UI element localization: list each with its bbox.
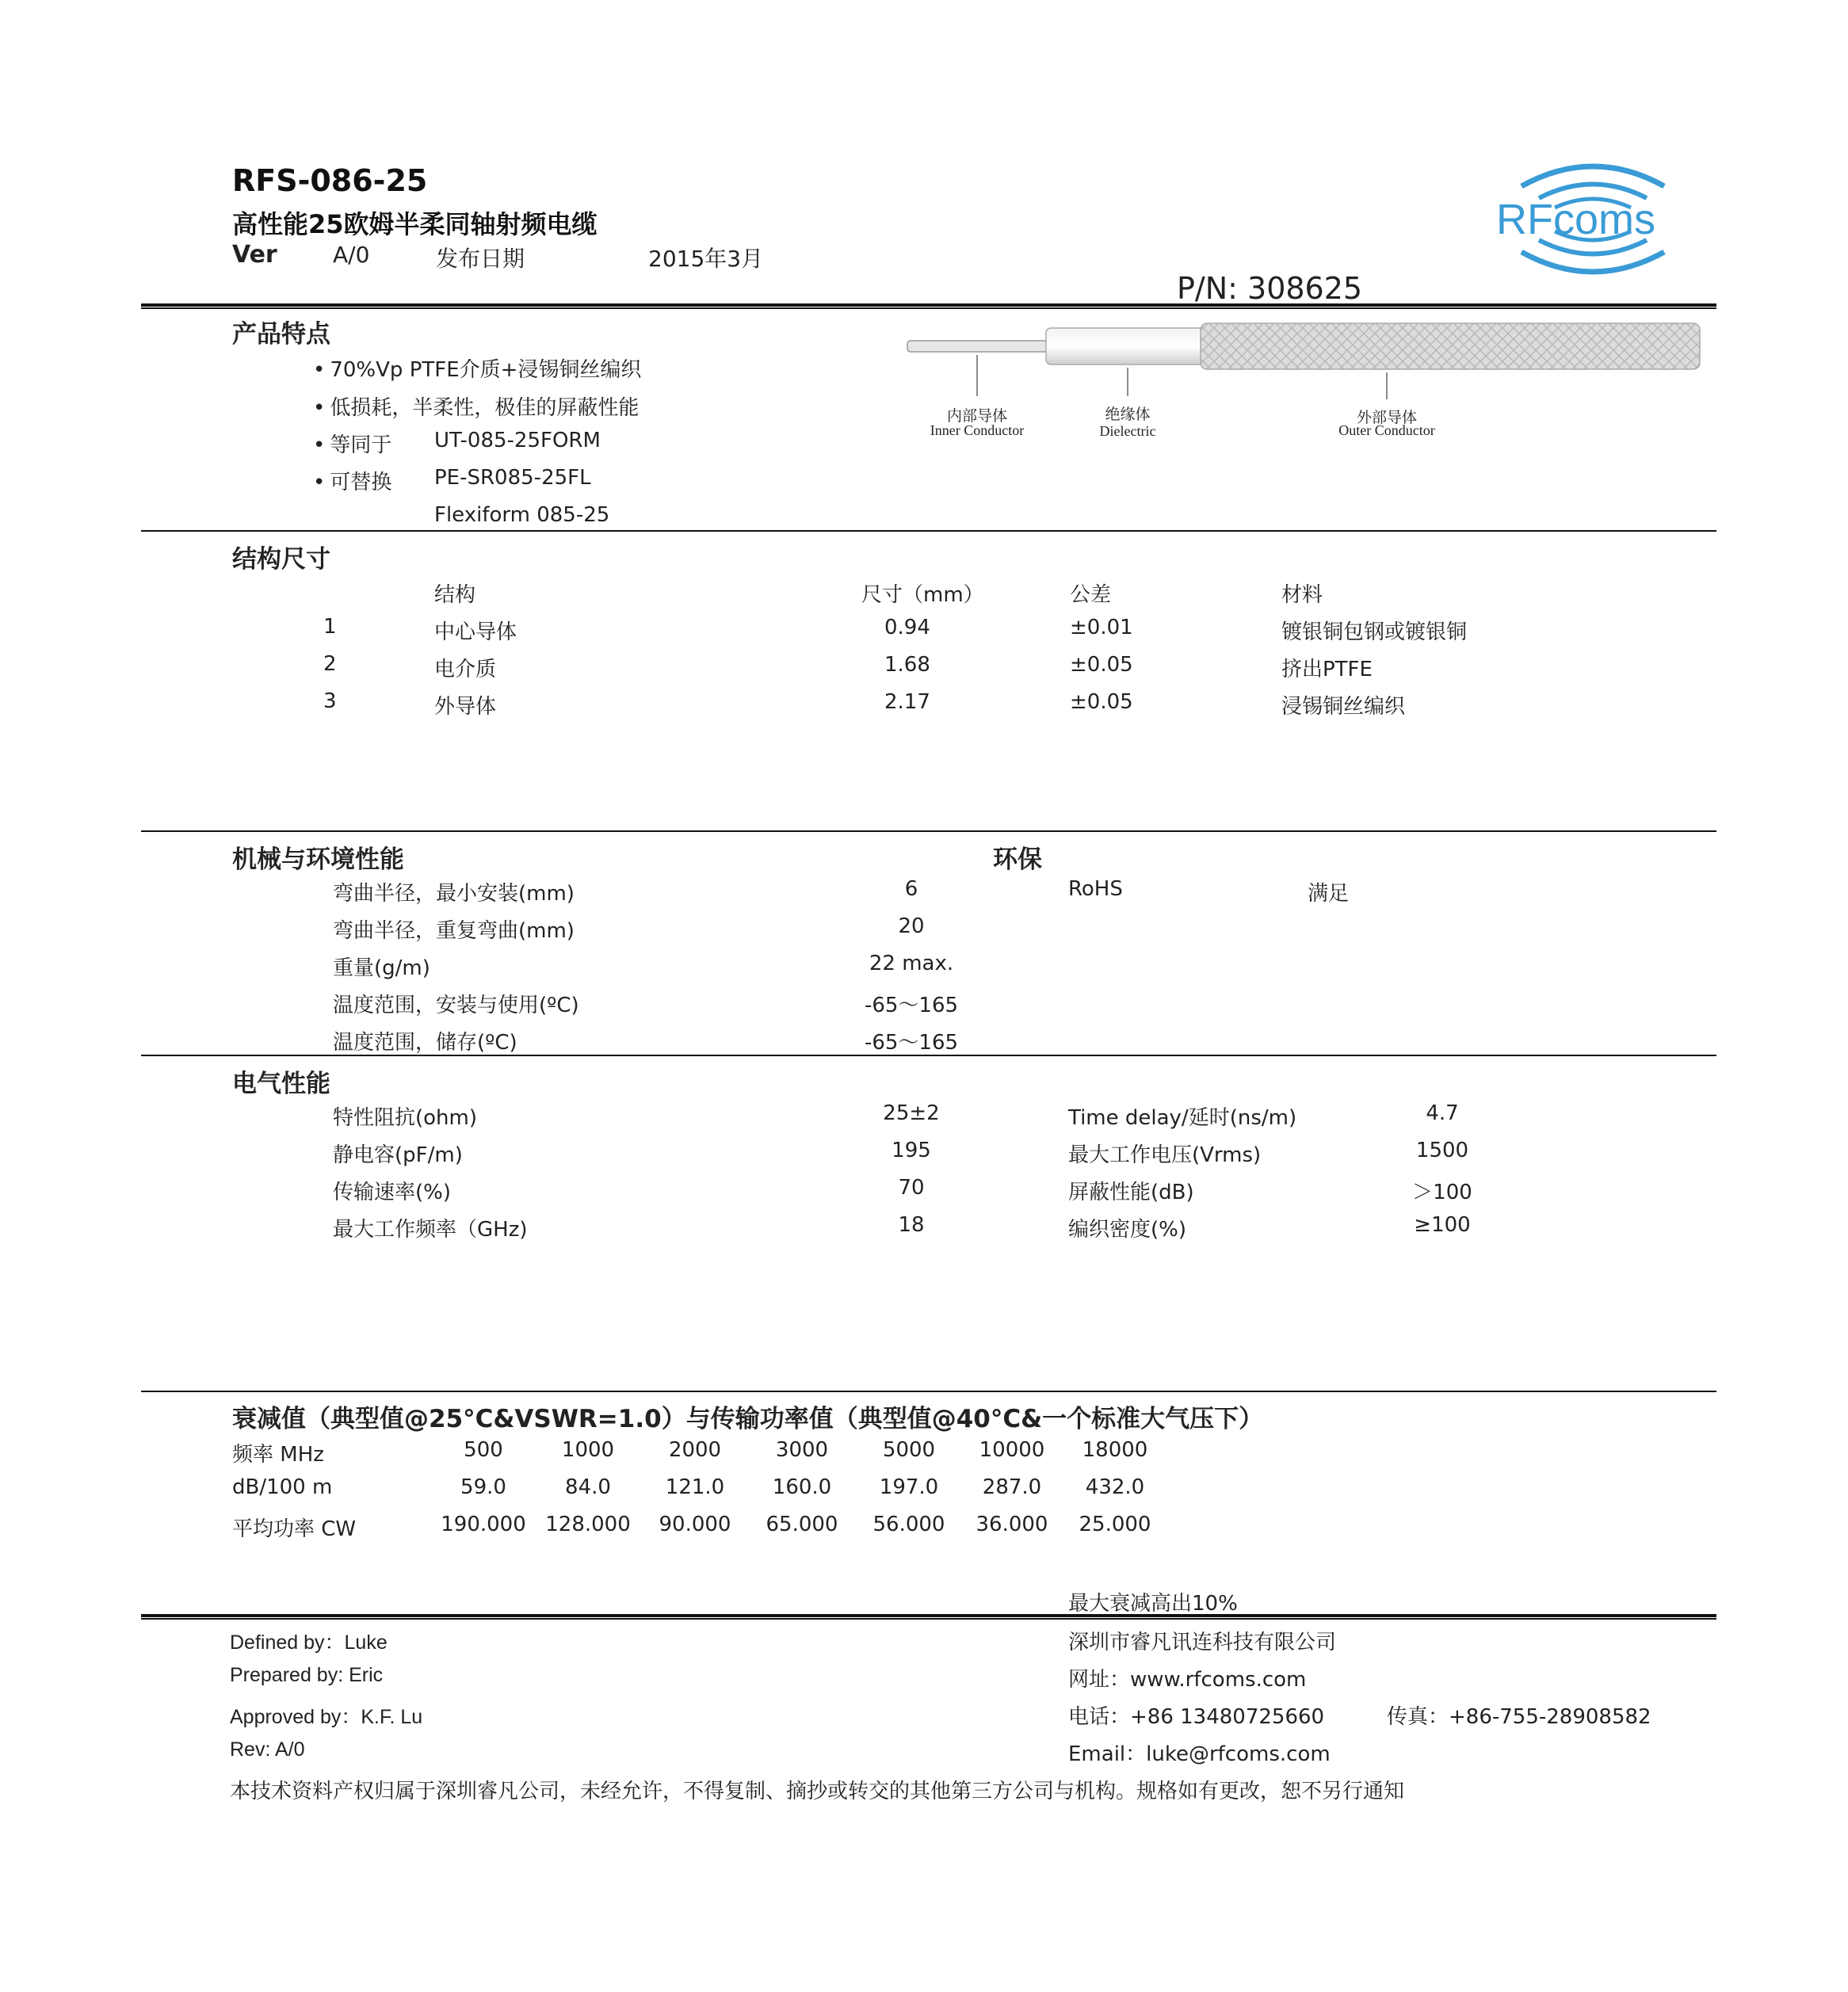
revision: Rev: A/0 — [230, 1738, 305, 1761]
outer-conductor-en: Outer Conductor — [1338, 422, 1435, 438]
attenuation-note: 最大衰减高出10% — [1068, 1592, 1238, 1616]
elec-label: 特性阻抗(ohm) — [333, 1106, 478, 1130]
freq-cell: 5000 — [882, 1438, 936, 1462]
row-tol: ±0.05 — [1070, 690, 1133, 714]
db-label: dB/100 m — [232, 1475, 333, 1499]
row-no: 1 — [323, 615, 337, 639]
elec-value: 25±2 — [883, 1101, 940, 1125]
freq-cell: 3000 — [775, 1438, 829, 1462]
elec-value: 70 — [898, 1176, 925, 1200]
mech-label: 弯曲半径，最小安装(mm) — [333, 882, 575, 906]
mech-label: 温度范围，安装与使用(ºC) — [333, 994, 579, 1017]
row-name: 中心导体 — [434, 620, 517, 644]
section-rule — [141, 830, 1716, 832]
approved-by: Approved by：K.F. Lu — [230, 1706, 423, 1728]
header-rule — [141, 303, 1716, 309]
elec-label: 编织密度(%) — [1068, 1218, 1186, 1242]
feature-equiv-label: • 等同于 — [313, 429, 391, 458]
elec-label: 最大工作电压(Vrms) — [1068, 1143, 1262, 1167]
elec-value: 1500 — [1415, 1139, 1469, 1162]
structure-header-tol: 公差 — [1070, 583, 1112, 607]
elec-value: ≥100 — [1414, 1213, 1471, 1237]
elec-value: 4.7 — [1426, 1101, 1459, 1125]
date-label: 发布日期 — [436, 246, 525, 272]
mech-value: -65～165 — [864, 1031, 959, 1055]
freq-label: 频率 MHz — [232, 1443, 324, 1467]
freq-cell: 18000 — [1082, 1438, 1148, 1462]
row-material: 浸锡铜丝编织 — [1281, 695, 1406, 719]
elec-label: 屏蔽性能(dB) — [1068, 1181, 1194, 1204]
dielectric-cn: 绝缘体 — [1105, 406, 1151, 423]
feature-item: • 70%Vp PTFE介质+浸锡铜丝编织 — [313, 353, 641, 383]
company-website: 网址：www.rfcoms.com — [1068, 1668, 1307, 1692]
elec-value: 18 — [898, 1213, 925, 1237]
mech-label: 温度范围，储存(ºC) — [333, 1031, 517, 1055]
row-size: 2.17 — [884, 690, 930, 714]
power-cell: 190.000 — [441, 1513, 526, 1536]
part-number: P/N: 308625 — [1177, 271, 1363, 306]
inner-conductor-en: Inner Conductor — [930, 422, 1025, 438]
section-rule — [141, 1055, 1716, 1056]
cable-diagram — [903, 317, 1704, 452]
structure-header-size: 尺寸（mm） — [861, 583, 984, 607]
company-email: Email：luke@rfcoms.com — [1068, 1742, 1331, 1766]
row-material: 挤出PTFE — [1281, 658, 1373, 681]
power-cell: 65.000 — [766, 1513, 838, 1536]
elec-value: 195 — [892, 1139, 931, 1162]
db-cell: 59.0 — [460, 1475, 506, 1499]
db-cell: 121.0 — [665, 1475, 725, 1499]
outer-conductor-cn: 外部导体 — [1356, 409, 1417, 426]
rfcoms-logo — [1490, 151, 1696, 289]
row-no: 3 — [323, 689, 337, 713]
mech-value: 20 — [898, 914, 925, 938]
power-cell: 56.000 — [872, 1513, 945, 1536]
row-name: 电介质 — [434, 658, 497, 681]
product-subtitle: 高性能25欧姆半柔同轴射频电缆 — [232, 209, 598, 239]
mech-value: 22 max. — [869, 952, 954, 975]
row-size: 1.68 — [884, 653, 930, 677]
elec-label: 传输速率(%) — [333, 1181, 451, 1204]
feature-replace-value: Flexiform 085-25 — [434, 503, 610, 527]
row-tol: ±0.05 — [1070, 653, 1133, 677]
features-title: 产品特点 — [232, 320, 330, 349]
company-name: 深圳市睿凡讯连科技有限公司 — [1068, 1631, 1337, 1654]
mech-label: 弯曲半径，重复弯曲(mm) — [333, 919, 575, 943]
elec-label: 静电容(pF/m) — [333, 1143, 463, 1167]
feature-replace-label: • 可替换 — [313, 466, 391, 495]
row-size: 0.94 — [884, 616, 930, 639]
db-cell: 197.0 — [879, 1475, 939, 1499]
attenuation-title: 衰减值（典型值@25°C&VSWR=1.0）与传输功率值（典型值@40°C&一个标准大气压下） — [232, 1405, 1264, 1433]
feature-item: • 低损耗，半柔性，极佳的屏蔽性能 — [313, 391, 639, 421]
company-phone: 电话：+86 13480725660 — [1068, 1705, 1325, 1729]
db-cell: 160.0 — [772, 1475, 832, 1499]
ver-value: A/0 — [333, 242, 370, 268]
feature-equiv-value: UT-085-25FORM — [434, 429, 601, 452]
mech-value: -65～165 — [864, 994, 959, 1017]
mech-value: 6 — [904, 877, 918, 901]
logo-text: RFcoms — [1496, 196, 1655, 243]
power-cell: 25.000 — [1079, 1513, 1151, 1536]
date-value: 2015年3月 — [648, 246, 764, 272]
structure-header-material: 材料 — [1281, 583, 1323, 607]
company-fax: 传真：+86-755-28908582 — [1387, 1705, 1651, 1729]
section-rule — [141, 1391, 1716, 1392]
elec-value: ＞100 — [1412, 1181, 1472, 1204]
freq-cell: 500 — [464, 1438, 503, 1462]
power-cell: 36.000 — [976, 1513, 1048, 1536]
ver-label: Ver — [232, 241, 277, 269]
rohs-label: RoHS — [1068, 877, 1123, 901]
power-cell: 90.000 — [659, 1513, 731, 1536]
dielectric-en: Dielectric — [1099, 423, 1156, 439]
env-title: 环保 — [993, 845, 1042, 874]
structure-title: 结构尺寸 — [232, 545, 330, 574]
inner-conductor-cn: 内部导体 — [946, 407, 1007, 425]
power-label: 平均功率 CW — [232, 1517, 357, 1541]
db-cell: 432.0 — [1085, 1475, 1145, 1499]
footer-rule — [141, 1614, 1716, 1620]
row-name: 外导体 — [434, 695, 497, 719]
freq-cell: 2000 — [668, 1438, 722, 1462]
structure-header-name: 结构 — [434, 583, 476, 607]
elec-label: Time delay/延时(ns/m) — [1068, 1106, 1297, 1130]
section-rule — [141, 530, 1716, 532]
freq-cell: 10000 — [979, 1438, 1045, 1462]
prepared-by: Prepared by: Eric — [230, 1664, 384, 1686]
row-tol: ±0.01 — [1070, 616, 1133, 639]
defined-by: Defined by：Luke — [230, 1631, 388, 1654]
db-cell: 287.0 — [982, 1475, 1042, 1499]
rohs-value: 满足 — [1308, 882, 1350, 906]
power-cell: 128.000 — [545, 1513, 631, 1536]
row-no: 2 — [323, 652, 337, 676]
freq-cell: 1000 — [561, 1438, 615, 1462]
mechanical-title: 机械与环境性能 — [232, 845, 404, 874]
model-title: RFS-086-25 — [232, 163, 428, 198]
row-material: 镀银铜包钢或镀银铜 — [1281, 620, 1468, 644]
copyright-notice: 本技术资料产权归属于深圳睿凡公司，未经允许，不得复制、摘抄或转交的其他第三方公司与机构。规格如有更改，恕不另行通知 — [230, 1780, 1405, 1803]
electrical-title: 电气性能 — [232, 1070, 330, 1098]
db-cell: 84.0 — [565, 1475, 611, 1499]
elec-label: 最大工作频率（GHz) — [333, 1218, 528, 1242]
mech-label: 重量(g/m) — [333, 956, 430, 980]
feature-replace-value: PE-SR085-25FL — [434, 466, 591, 490]
